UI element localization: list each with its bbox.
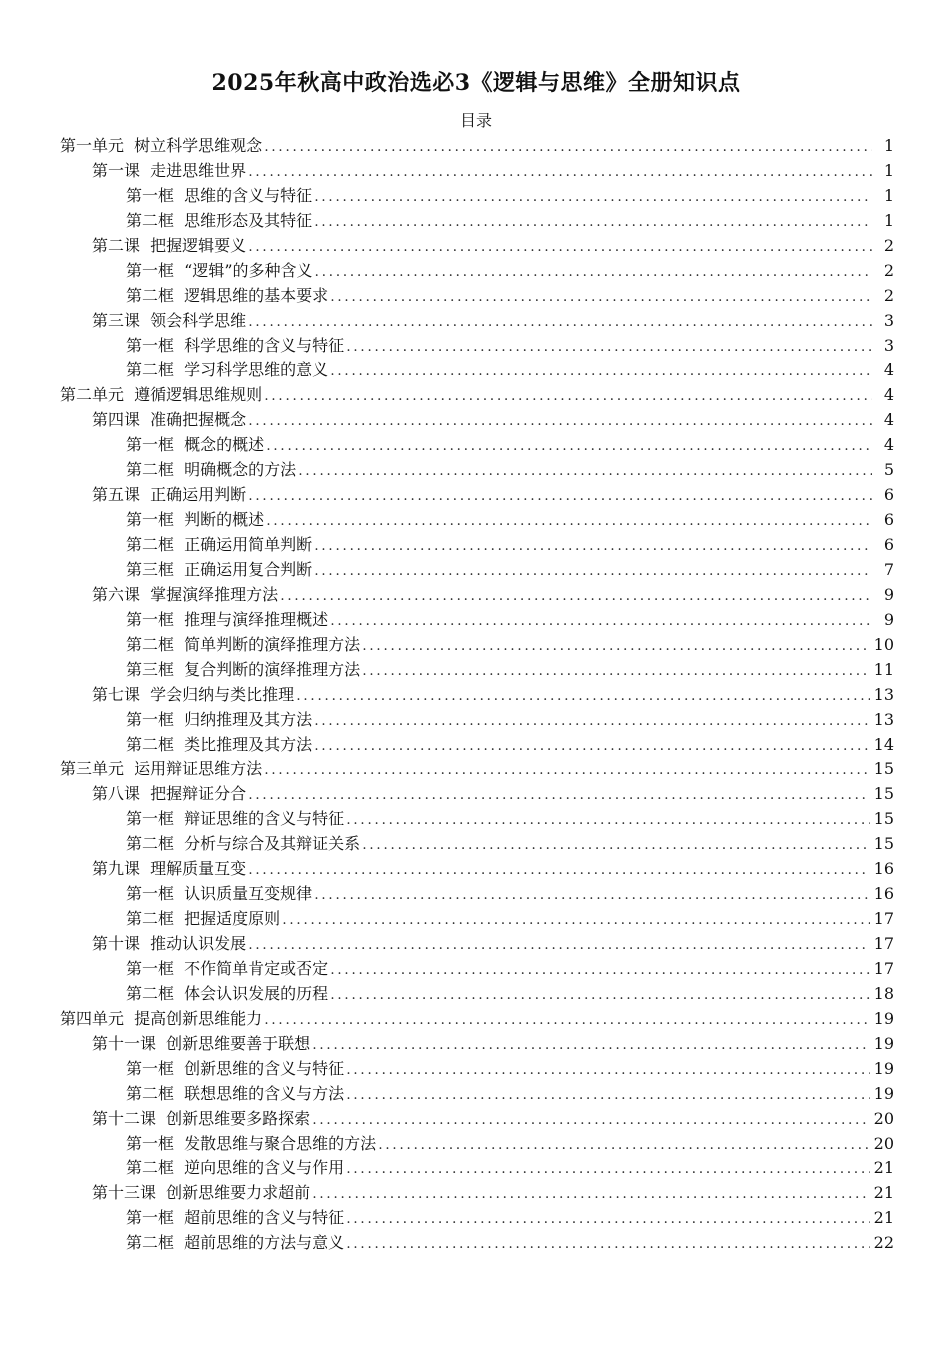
toc-page-number: 19 — [873, 1033, 894, 1053]
toc-entry-title: 第四单元 提高创新思维能力 — [60, 1008, 263, 1028]
toc-page-number: 7 — [883, 559, 894, 579]
toc-dot-leader — [280, 584, 872, 608]
toc-dot-leader — [346, 1157, 869, 1181]
toc-entry-title: 第一框 判断的概述 — [126, 510, 265, 530]
toc-dot-leader — [346, 808, 869, 832]
toc-dot-leader — [312, 1108, 869, 1132]
toc-line — [92, 932, 894, 957]
toc-line — [126, 832, 894, 857]
toc-line — [126, 209, 894, 234]
toc-dot-leader — [248, 484, 872, 508]
toc-page-number: 17 — [873, 909, 894, 929]
toc-page-number: 4 — [883, 360, 894, 380]
toc-line — [92, 583, 894, 608]
toc-dot-leader — [330, 958, 869, 982]
toc-dot-leader — [264, 384, 872, 408]
toc-line — [126, 458, 894, 483]
toc-entry-title: 第二框 超前思维的方法与意义 — [126, 1233, 345, 1253]
toc-dot-leader — [362, 833, 869, 857]
toc-dot-leader — [330, 359, 872, 383]
toc-entry-title: 第十课 推动认识发展 — [92, 934, 247, 953]
toc-page-number: 1 — [883, 160, 894, 180]
toc-line — [126, 1082, 894, 1107]
toc-line — [126, 982, 894, 1007]
toc-entry-title: 第一框 辩证思维的含义与特征 — [126, 809, 345, 829]
toc-entry-title: 第一框 不作简单肯定或否定 — [126, 958, 329, 978]
toc-section-entry[interactable] — [0, 1231, 952, 1256]
toc-entry-title: 第三框 正确运用复合判断 — [126, 559, 313, 579]
toc-page-number: 4 — [883, 435, 894, 455]
toc-section-entry[interactable] — [0, 982, 952, 1007]
toc-page-number: 1 — [883, 136, 894, 155]
toc-section-entry[interactable] — [0, 608, 952, 633]
toc-section-entry[interactable] — [0, 558, 952, 583]
toc-section-entry[interactable] — [0, 334, 952, 359]
toc-lesson-entry[interactable] — [0, 1107, 952, 1132]
toc-dot-leader — [312, 1033, 869, 1057]
toc-entry-title: 第一框 发散思维与聚合思维的方法 — [126, 1133, 377, 1153]
toc-line — [92, 1107, 894, 1132]
toc-line — [126, 1206, 894, 1231]
toc-entry-title: 第八课 把握辩证分合 — [92, 784, 247, 804]
toc-section-entry[interactable] — [0, 1206, 952, 1231]
toc-line — [126, 608, 894, 633]
toc-page-number: 22 — [873, 1233, 894, 1253]
toc-page-number: 21 — [873, 1183, 894, 1203]
toc-section-entry[interactable] — [0, 1082, 952, 1107]
toc-page-number: 20 — [873, 1133, 894, 1153]
toc-dot-leader — [264, 1008, 869, 1032]
toc-line — [92, 483, 894, 508]
toc-dot-leader — [298, 459, 872, 483]
toc-line — [126, 558, 894, 583]
toc-dot-leader — [346, 1058, 869, 1082]
toc-dot-leader — [315, 260, 872, 284]
toc-dot-leader — [296, 684, 869, 708]
toc-dot-leader — [346, 1083, 869, 1107]
toc-lesson-entry[interactable] — [0, 408, 952, 433]
toc-entry-title: 第二框 联想思维的含义与方法 — [126, 1083, 345, 1103]
toc-page-number: 16 — [873, 859, 894, 879]
toc-entry-title: 第一框 “逻辑”的多种含义 — [126, 260, 313, 280]
toc-line — [60, 383, 894, 408]
toc-page-number: 14 — [873, 734, 894, 754]
toc-line — [92, 1032, 894, 1057]
toc-lesson-entry[interactable] — [0, 857, 952, 882]
toc-unit-entry[interactable] — [0, 757, 952, 782]
toc-entry-title: 第一框 概念的概述 — [126, 435, 265, 455]
toc-section-entry[interactable] — [0, 259, 952, 284]
toc-lesson-entry[interactable] — [0, 683, 952, 708]
toc-page-number: 2 — [883, 235, 894, 255]
toc-page-number: 15 — [873, 784, 894, 804]
toc-entry-title: 第一框 思维的含义与特征 — [126, 185, 313, 205]
toc-dot-leader — [314, 534, 872, 558]
toc-section-entry[interactable] — [0, 708, 952, 733]
toc-lesson-entry[interactable] — [0, 159, 952, 184]
toc-section-entry[interactable] — [0, 284, 952, 309]
toc-page-number: 1 — [883, 185, 894, 205]
toc-line — [60, 134, 894, 159]
toc-page-number: 19 — [873, 1058, 894, 1078]
toc-line — [126, 733, 894, 758]
toc-entry-title: 第三框 复合判断的演绎推理方法 — [126, 659, 361, 679]
toc-unit-entry[interactable] — [0, 1007, 952, 1032]
toc-line — [126, 633, 894, 658]
toc-page-number: 6 — [883, 535, 894, 554]
toc-line — [126, 708, 894, 733]
toc-page-number: 2 — [883, 285, 894, 305]
toc-entry-title: 第二框 明确概念的方法 — [126, 460, 297, 480]
toc-dot-leader — [314, 185, 872, 209]
toc-line — [92, 408, 894, 433]
toc-dot-leader — [362, 634, 869, 658]
toc-entry-title: 第一课 走进思维世界 — [92, 160, 247, 180]
toc-line — [126, 533, 894, 558]
toc-lesson-entry[interactable] — [0, 483, 952, 508]
toc-entry-title: 第十一课 创新思维要善于联想 — [92, 1033, 311, 1053]
toc-dot-leader — [314, 559, 872, 583]
toc-page-number: 13 — [873, 709, 894, 729]
toc-page-number: 15 — [873, 759, 894, 779]
toc-unit-entry[interactable] — [0, 134, 952, 159]
toc-page-number: 16 — [873, 884, 894, 904]
toc-dot-leader — [264, 758, 869, 782]
toc-page-number: 17 — [873, 958, 894, 978]
toc-line — [126, 907, 894, 932]
toc-line — [126, 882, 894, 907]
toc-entry-title: 第一框 认识质量互变规律 — [126, 884, 313, 904]
toc-dot-leader — [248, 160, 872, 184]
toc-entry-title: 第二框 体会认识发展的历程 — [126, 983, 329, 1003]
toc-dot-leader — [346, 1232, 869, 1256]
toc-line — [126, 259, 894, 284]
toc-entry-title: 第二框 逻辑思维的基本要求 — [126, 285, 329, 305]
toc-entry-title: 第一框 科学思维的含义与特征 — [126, 335, 345, 355]
toc-dot-leader — [346, 1207, 869, 1231]
toc-page-number: 11 — [873, 659, 894, 679]
toc-entry-title: 第一框 归纳推理及其方法 — [126, 709, 313, 729]
toc-page-number: 6 — [883, 485, 894, 505]
toc-dot-leader — [314, 734, 869, 758]
toc-page-number: 2 — [883, 260, 894, 280]
toc-lesson-entry[interactable] — [0, 1032, 952, 1057]
toc-dot-leader — [312, 1182, 869, 1206]
toc-page-number: 10 — [873, 634, 894, 654]
toc-line — [126, 807, 894, 832]
toc-lesson-entry[interactable] — [0, 583, 952, 608]
toc-page-number: 20 — [873, 1108, 894, 1128]
toc-line — [126, 184, 894, 209]
toc-line — [60, 757, 894, 782]
toc-entry-title: 第一框 超前思维的含义与特征 — [126, 1208, 345, 1228]
toc-page-number: 9 — [883, 609, 894, 629]
toc-page-number: 4 — [883, 410, 894, 430]
toc-dot-leader — [346, 335, 872, 359]
toc-line — [92, 782, 894, 807]
toc-line — [126, 334, 894, 359]
toc-section-entry[interactable] — [0, 1156, 952, 1181]
toc-section-entry[interactable] — [0, 533, 952, 558]
toc-dot-leader — [330, 609, 872, 633]
toc-section-entry[interactable] — [0, 184, 952, 209]
toc-entry-title: 第二课 把握逻辑要义 — [92, 235, 247, 255]
toc-dot-leader — [248, 783, 869, 807]
toc-dot-leader — [314, 210, 872, 234]
toc-entry-title: 第二框 正确运用简单判断 — [126, 535, 313, 554]
toc-entry-title: 第六课 掌握演绎推理方法 — [92, 584, 279, 604]
toc-entry-title: 第十二课 创新思维要多路探索 — [92, 1108, 311, 1128]
toc-entry-title: 第五课 正确运用判断 — [92, 485, 247, 505]
toc-section-entry[interactable] — [0, 433, 952, 458]
toc-section-entry[interactable] — [0, 458, 952, 483]
toc-section-entry[interactable] — [0, 832, 952, 857]
toc-section-entry[interactable] — [0, 209, 952, 234]
toc-entry-title: 第一单元 树立科学思维观念 — [60, 136, 263, 155]
toc-heading: 目录 — [459, 111, 492, 130]
toc-dot-leader — [314, 883, 869, 907]
toc-line — [126, 508, 894, 533]
toc-page-number: 9 — [883, 584, 894, 604]
toc-dot-leader — [266, 509, 872, 533]
toc-lesson-entry[interactable] — [0, 1181, 952, 1206]
toc-entry-title: 第四课 准确把握概念 — [92, 410, 247, 430]
toc-section-entry[interactable] — [0, 1057, 952, 1082]
table-of-contents — [0, 134, 952, 1256]
toc-section-entry[interactable] — [0, 508, 952, 533]
toc-dot-leader — [248, 409, 872, 433]
toc-line — [92, 683, 894, 708]
toc-section-entry[interactable] — [0, 957, 952, 982]
toc-dot-leader — [248, 310, 872, 334]
toc-entry-title: 第二框 分析与综合及其辩证关系 — [126, 834, 361, 854]
toc-line — [92, 159, 894, 184]
toc-section-entry[interactable] — [0, 1132, 952, 1157]
toc-page-number: 1 — [883, 210, 894, 230]
toc-entry-title: 第三单元 运用辩证思维方法 — [60, 759, 263, 779]
toc-page-number: 6 — [883, 510, 894, 530]
toc-section-entry[interactable] — [0, 633, 952, 658]
toc-lesson-entry[interactable] — [0, 932, 952, 957]
toc-entry-title: 第一框 创新思维的含义与特征 — [126, 1058, 345, 1078]
toc-line — [126, 1057, 894, 1082]
toc-entry-title: 第二框 逆向思维的含义与作用 — [126, 1158, 345, 1178]
toc-line — [126, 1132, 894, 1157]
toc-page-number: 19 — [873, 1008, 894, 1028]
toc-page-number: 3 — [883, 335, 894, 355]
toc-line — [92, 234, 894, 259]
toc-entry-title: 第二框 学习科学思维的意义 — [126, 360, 329, 380]
toc-dot-leader — [266, 434, 872, 458]
toc-line — [126, 433, 894, 458]
toc-section-entry[interactable] — [0, 358, 952, 383]
toc-dot-leader — [330, 285, 872, 309]
toc-section-entry[interactable] — [0, 733, 952, 758]
toc-entry-title: 第二框 把握适度原则 — [126, 909, 281, 929]
toc-section-entry[interactable] — [0, 907, 952, 932]
toc-line — [92, 1181, 894, 1206]
toc-page-number: 18 — [873, 983, 894, 1003]
document-title: 2025年秋高中政治选必3《逻辑与思维》全册知识点 — [211, 70, 741, 96]
toc-page-number: 4 — [883, 385, 894, 405]
toc-line — [126, 1156, 894, 1181]
toc-unit-entry[interactable] — [0, 383, 952, 408]
toc-page-number: 5 — [883, 460, 894, 480]
toc-page-number: 21 — [873, 1208, 894, 1228]
toc-line — [126, 358, 894, 383]
toc-entry-title: 第七课 学会归纳与类比推理 — [92, 684, 295, 704]
toc-line — [92, 857, 894, 882]
toc-section-entry[interactable] — [0, 882, 952, 907]
toc-dot-leader — [248, 858, 869, 882]
toc-page-number: 13 — [873, 684, 894, 704]
toc-line — [126, 658, 894, 683]
toc-line — [126, 284, 894, 309]
toc-lesson-entry[interactable] — [0, 782, 952, 807]
toc-lesson-entry[interactable] — [0, 309, 952, 334]
toc-entry-title: 第二框 类比推理及其方法 — [126, 734, 313, 754]
toc-entry-title: 第一框 推理与演绎推理概述 — [126, 609, 329, 629]
toc-entry-title: 第二框 简单判断的演绎推理方法 — [126, 634, 361, 654]
toc-entry-title: 第二单元 遵循逻辑思维规则 — [60, 385, 263, 405]
toc-line — [60, 1007, 894, 1032]
toc-dot-leader — [248, 933, 869, 957]
toc-dot-leader — [314, 709, 869, 733]
toc-page-number: 19 — [873, 1083, 894, 1103]
toc-dot-leader — [282, 908, 869, 932]
toc-dot-leader — [378, 1133, 869, 1157]
toc-page-number: 3 — [883, 310, 894, 330]
toc-dot-leader — [330, 983, 869, 1007]
toc-page-number: 21 — [873, 1158, 894, 1178]
toc-lesson-entry[interactable] — [0, 234, 952, 259]
toc-page-number: 17 — [873, 934, 894, 953]
toc-line — [126, 957, 894, 982]
toc-section-entry[interactable] — [0, 658, 952, 683]
toc-entry-title: 第三课 领会科学思维 — [92, 310, 247, 330]
toc-dot-leader — [248, 235, 872, 259]
toc-page-number: 15 — [873, 809, 894, 829]
toc-section-entry[interactable] — [0, 807, 952, 832]
toc-line — [92, 309, 894, 334]
toc-entry-title: 第二框 思维形态及其特征 — [126, 210, 313, 230]
toc-line — [126, 1231, 894, 1256]
toc-dot-leader — [264, 135, 872, 159]
toc-entry-title: 第九课 理解质量互变 — [92, 859, 247, 879]
toc-dot-leader — [362, 659, 869, 683]
toc-entry-title: 第十三课 创新思维要力求超前 — [92, 1183, 311, 1203]
toc-page-number: 15 — [873, 834, 894, 854]
